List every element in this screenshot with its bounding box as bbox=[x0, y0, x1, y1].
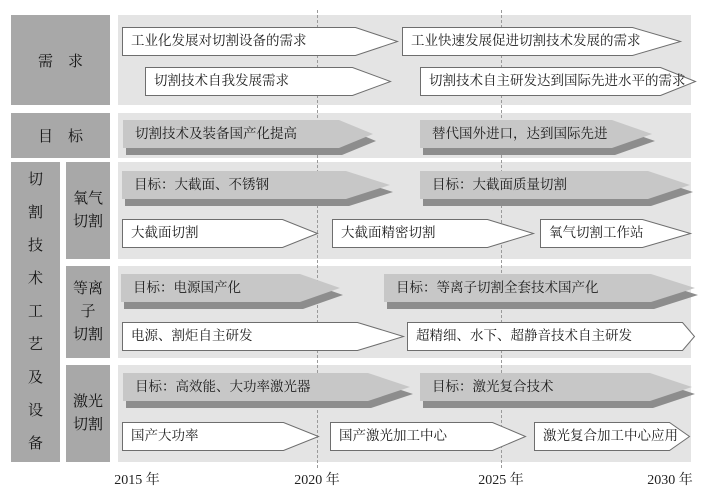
sublabel-laser-line2: 切割 bbox=[72, 416, 103, 433]
laser-goal-arrow-left: 目标：高效能、大功率激光器 bbox=[123, 373, 311, 401]
demand-arrow-international-level: 切割技术自主研发达到国际先进水平的需求 bbox=[420, 67, 686, 95]
sublabel-laser-cutting bbox=[66, 365, 110, 462]
demand-arrow-self-development: 切割技术自我发展需求 bbox=[145, 67, 289, 95]
sublabel-plasma-cutting bbox=[66, 266, 110, 358]
row-label-demand bbox=[11, 15, 110, 105]
axis-year-2015: 2015 年 bbox=[114, 473, 160, 488]
laser-step-arrow-2: 国产激光加工中心 bbox=[330, 422, 447, 450]
axis-year-2025: 2025 年 bbox=[478, 473, 524, 488]
demand-arrow-industrialization: 工业化发展对切割设备的需求 bbox=[122, 27, 307, 55]
plasma-goal-arrow-right: 目标：等离子切割全套技术国产化 bbox=[384, 274, 599, 302]
demand-arrow-rapid-industry: 工业快速发展促进切割技术发展的需求 bbox=[402, 27, 641, 55]
row-label-goal bbox=[11, 113, 110, 158]
axis-year-2020: 2020 年 bbox=[294, 473, 340, 488]
plasma-goal-arrow-left: 目标：电源国产化 bbox=[121, 274, 241, 302]
laser-step-arrow-3: 激光复合加工中心应用 bbox=[534, 422, 678, 450]
row-label-tech bbox=[11, 162, 60, 462]
row-label-demand-text: 需 求 bbox=[37, 53, 83, 70]
axis-year-2030: 2030 年 bbox=[647, 473, 693, 488]
oxygen-step-arrow-3: 氧气切割工作站 bbox=[540, 219, 644, 247]
oxygen-step-arrow-2: 大截面精密切割 bbox=[332, 219, 436, 247]
sublabel-plasma-line1: 等离子 bbox=[72, 280, 103, 320]
goal-arrow-localization: 切割技术及装备国产化提高 bbox=[123, 120, 297, 148]
sublabel-laser-line1: 激光 bbox=[72, 393, 103, 410]
sublabel-plasma-line2: 切割 bbox=[72, 326, 103, 343]
sublabel-oxygen-line2: 切割 bbox=[72, 213, 103, 230]
laser-goal-arrow-right: 目标：激光复合技术 bbox=[420, 373, 554, 401]
plasma-step-arrow-1: 电源、割炬自主研发 bbox=[122, 322, 253, 350]
oxygen-goal-arrow-left: 目标：大截面、不锈钢 bbox=[122, 171, 269, 199]
row-label-goal-text: 目 标 bbox=[37, 129, 83, 145]
oxygen-goal-arrow-right: 目标：大截面质量切割 bbox=[420, 171, 567, 199]
row-label-tech-text: 切割技术工艺及设备 bbox=[27, 171, 43, 452]
goal-arrow-replace-imports: 替代国外进口，达到国际先进 bbox=[420, 120, 608, 148]
sublabel-oxygen-cutting bbox=[66, 162, 110, 259]
oxygen-step-arrow-1: 大截面切割 bbox=[122, 219, 199, 247]
plasma-step-arrow-2: 超精细、水下、超静音技术自主研发 bbox=[407, 322, 632, 350]
sublabel-oxygen-line1: 氧气 bbox=[72, 190, 103, 207]
laser-step-arrow-1: 国产大功率 bbox=[122, 422, 199, 450]
